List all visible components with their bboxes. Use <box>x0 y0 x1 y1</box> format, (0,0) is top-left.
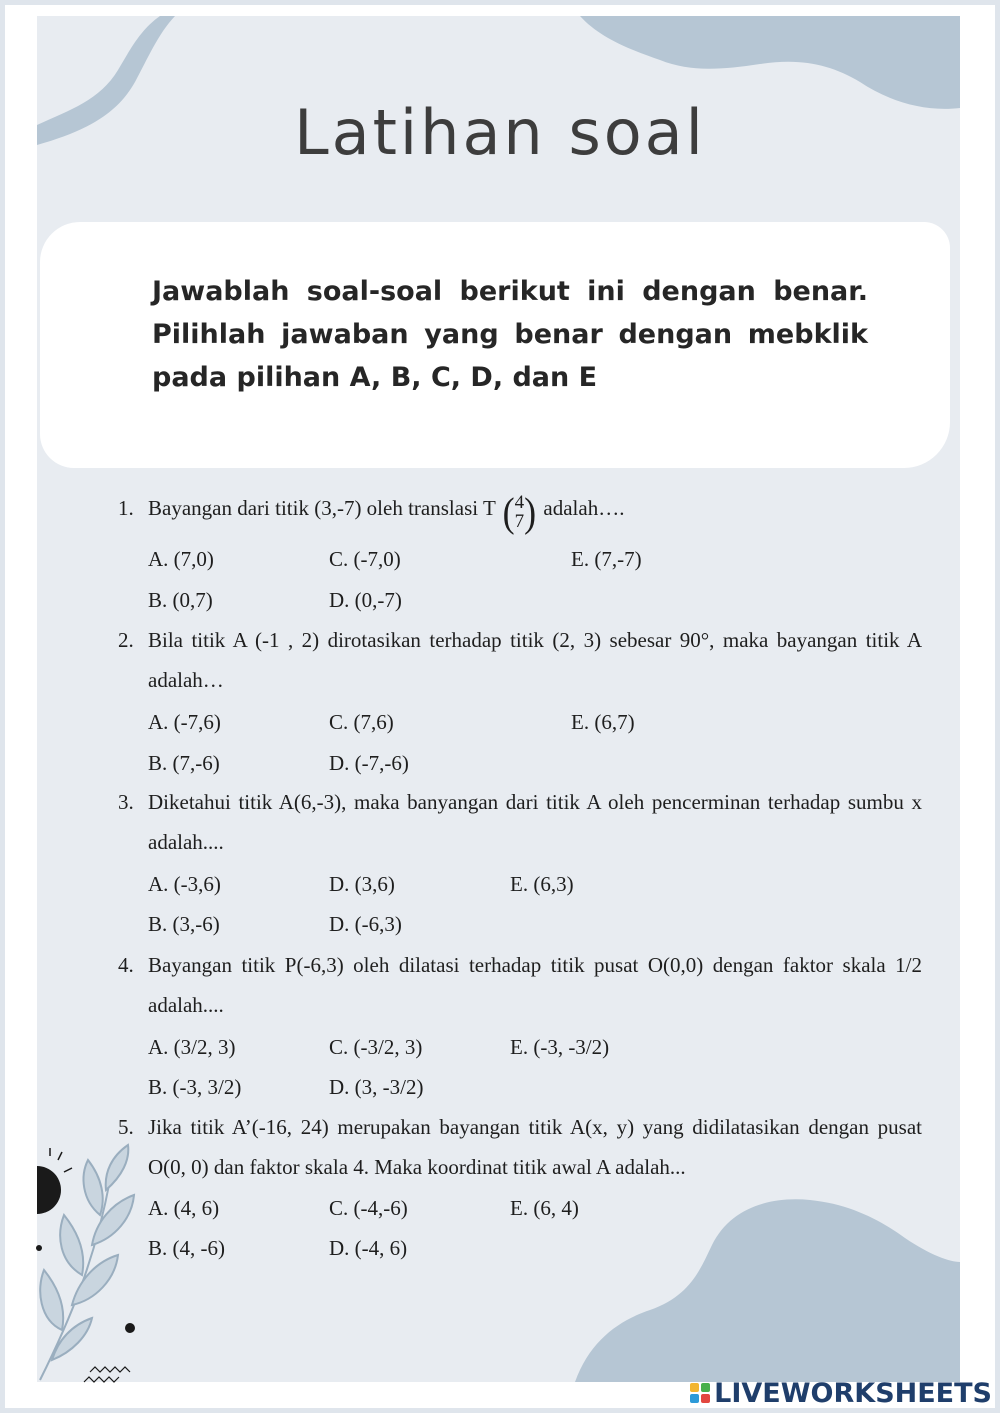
option-c[interactable]: C. (-4,-6) <box>329 1196 408 1220</box>
option-a[interactable]: A. (-7,6) <box>148 710 221 734</box>
option-e[interactable]: E. (6, 4) <box>510 1196 579 1220</box>
option-c[interactable]: C. (-3/2, 3) <box>329 1035 423 1059</box>
option-e[interactable]: E. (7,-7) <box>571 547 642 571</box>
instruction-text: Jawablah soal-soal berikut ini dengan benar. Pilihlah jawaban yang benar dengan mebklik pada pilihan A, B, C, D, dan E <box>152 276 868 393</box>
option-b[interactable]: B. (0,7) <box>148 588 213 612</box>
decor-rays <box>50 1148 72 1172</box>
option-e[interactable]: E. (-3, -3/2) <box>510 1035 610 1059</box>
option-d[interactable]: D. (3, -3/2) <box>329 1075 424 1099</box>
vector-bottom: 7 <box>514 510 525 532</box>
liveworksheets-logo[interactable] <box>690 1375 992 1411</box>
question-text-after: adalah…. <box>543 496 625 520</box>
page-title: Latihan soal <box>294 96 706 169</box>
vector-top: 4 <box>514 491 525 513</box>
branding-text: LIVEWORKSHEETS <box>714 1377 992 1409</box>
question-text: Bila titik A (-1 , 2) dirotasikan terhadap titik (2, 3) sebesar 90°, maka bayangan titik A adalah… <box>148 628 922 692</box>
option-c[interactable]: C. (7,6) <box>329 710 394 734</box>
decor-zigzag <box>84 1377 119 1382</box>
liveworksheets-icon <box>690 1383 710 1403</box>
question-text: Diketahui titik A(6,-3), maka banyangan dari titik A oleh pencerminan terhadap sumbu x adalah.... <box>148 790 922 854</box>
question-text: Jika titik A’(-16, 24) merupakan bayangan titik A(x, y) yang didilatasikan dengan pusat O(0, 0) dan faktor skala 4. Maka koordinat titik awal A adalah... <box>148 1115 922 1179</box>
question-number: 2. <box>118 628 134 652</box>
question-text: Bayangan titik P(-6,3) oleh dilatasi terhadap titik pusat O(0,0) dengan faktor skala 1/2 adalah.... <box>148 953 922 1017</box>
translation-vector: ( 4 7 ) <box>502 488 537 535</box>
option-c[interactable]: D. (3,6) <box>329 872 395 896</box>
option-a[interactable]: A. (-3,6) <box>148 872 221 896</box>
decor-blob-bottom-right <box>575 1199 960 1382</box>
option-b[interactable]: B. (4, -6) <box>148 1236 225 1260</box>
option-b[interactable]: B. (3,-6) <box>148 912 220 936</box>
option-a[interactable]: A. (7,0) <box>148 547 214 571</box>
option-e[interactable]: E. (6,3) <box>510 872 574 896</box>
option-b[interactable]: B. (-3, 3/2) <box>148 1075 242 1099</box>
option-d[interactable]: D. (0,-7) <box>329 588 402 612</box>
decor-blob-top-right <box>580 16 960 109</box>
option-c[interactable]: C. (-7,0) <box>329 547 401 571</box>
decor-dot <box>125 1323 135 1333</box>
option-a[interactable]: A. (3/2, 3) <box>148 1035 236 1059</box>
question-number: 1. <box>118 496 134 520</box>
option-d[interactable]: D. (-4, 6) <box>329 1236 408 1260</box>
question-number: 4. <box>118 953 134 977</box>
question-text <box>148 488 922 535</box>
decor-black-semicircle <box>37 1166 61 1214</box>
option-d[interactable]: D. (-7,-6) <box>329 751 409 775</box>
question-number: 3. <box>118 790 134 814</box>
option-b[interactable]: B. (7,-6) <box>148 751 220 775</box>
decor-zigzag <box>90 1367 130 1372</box>
option-d[interactable]: D. (-6,3) <box>329 912 402 936</box>
question-text-before: Bayangan dari titik (3,-7) oleh translasi T <box>148 496 496 520</box>
option-e[interactable]: E. (6,7) <box>571 710 635 734</box>
question-number: 5. <box>118 1115 134 1139</box>
decor-dot-small <box>36 1245 42 1251</box>
option-a[interactable]: A. (4, 6) <box>148 1196 220 1220</box>
